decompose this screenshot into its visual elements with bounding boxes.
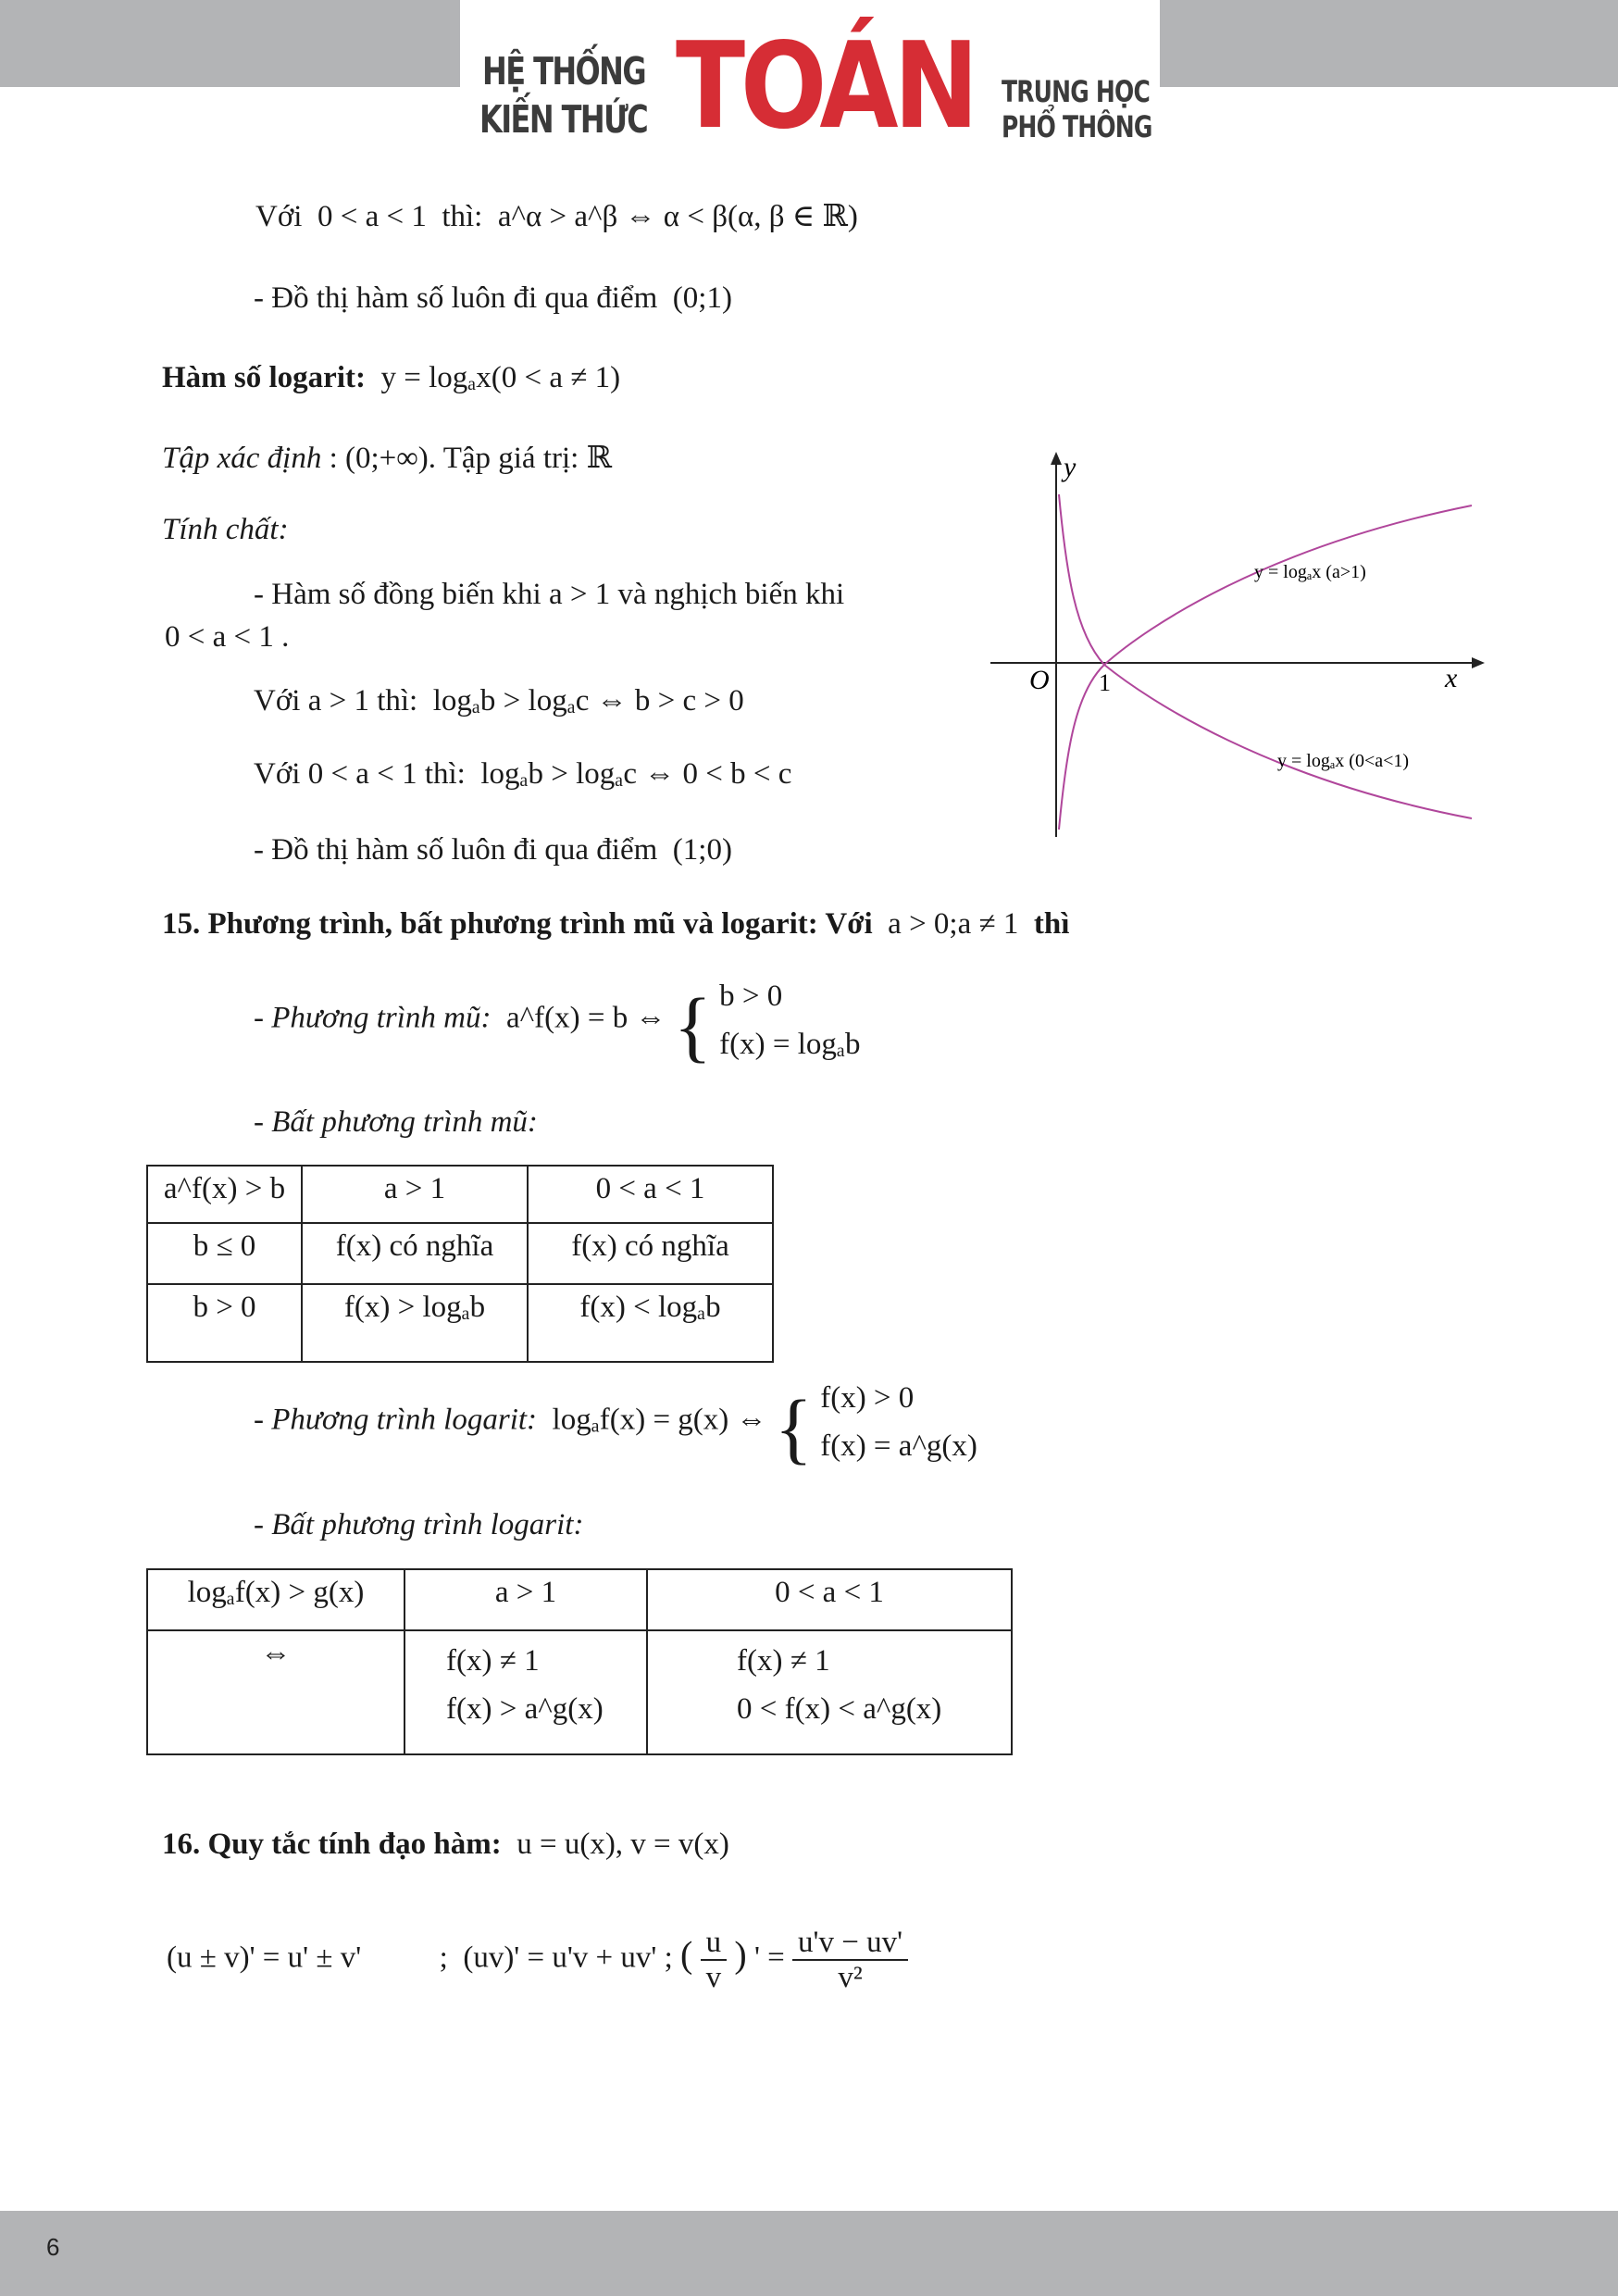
quotient-fraction bbox=[701, 1926, 728, 1994]
log-table-cell: logₐf(x) > g(x) bbox=[147, 1569, 404, 1630]
exp-table-cell: 0 < a < 1 bbox=[528, 1166, 773, 1223]
exp-eq-label: - Phương trình mũ: bbox=[254, 1001, 492, 1035]
exp-ineq-table bbox=[146, 1165, 774, 1363]
x-label: x bbox=[1445, 663, 1458, 693]
brand-line-2: KIẾN THỨC bbox=[479, 97, 648, 142]
brace-glyph: { bbox=[774, 1384, 813, 1473]
log-ineq-table bbox=[146, 1568, 1013, 1755]
header-bar-left bbox=[0, 0, 460, 87]
rule-product: (uv)' = u'v + uv' ; bbox=[463, 1940, 673, 1975]
s16-vars: u = u(x), v = v(x) bbox=[517, 1828, 729, 1861]
log-table-sys-line: f(x) ≠ 1 bbox=[737, 1644, 830, 1678]
domain-label: Tập xác định bbox=[162, 442, 322, 475]
quotient-eq: ' = bbox=[753, 1940, 785, 1975]
rule-separator: ; bbox=[439, 1940, 448, 1975]
page-number: 6 bbox=[46, 2233, 60, 2261]
mono-line-1: - Hàm số đồng biến khi a > 1 và nghịch biến khi bbox=[254, 578, 845, 611]
brand-line-1: HỆ THỐNG bbox=[482, 49, 646, 94]
case1-math: logₐb > logₐc ⇔ b > c > 0 bbox=[432, 684, 744, 718]
quotient-paren: ) bbox=[734, 1933, 747, 1976]
s16-heading-line bbox=[162, 1826, 729, 1863]
exp-eq-sys-1: b > 0 bbox=[719, 980, 783, 1013]
header-bar-right bbox=[1160, 0, 1618, 87]
exp-table-cell: f(x) < logₐb bbox=[528, 1284, 773, 1362]
derivative-rules bbox=[167, 1926, 908, 1994]
log-table-sys-line: 0 < f(x) < a^g(x) bbox=[737, 1692, 942, 1726]
quotient-den: v bbox=[705, 1961, 722, 1994]
log-ineq-label: - Bất phương trình logarit: bbox=[254, 1508, 584, 1541]
brand-right-1: TRUNG HỌC bbox=[1002, 74, 1150, 109]
origin-label: O bbox=[1029, 665, 1050, 695]
range-value: ℝ bbox=[586, 442, 613, 475]
rule-quotient: ( bbox=[680, 1933, 693, 1976]
curve-up-label: y = logₐx (a>1) bbox=[1254, 562, 1366, 582]
log-table-sys-line: f(x) ≠ 1 bbox=[446, 1644, 540, 1678]
one-label: 1 bbox=[1099, 669, 1111, 696]
exp-eq-sys-2: f(x) = logₐb bbox=[719, 1028, 861, 1061]
quotient-rhs-den: v² bbox=[838, 1961, 863, 1994]
s15-heading: 15. Phương trình, bất phương trình mũ và logarit: Với bbox=[162, 907, 873, 941]
quotient-num: u bbox=[701, 1926, 728, 1961]
exp-table-cell: f(x) > logₐb bbox=[302, 1284, 528, 1362]
range-label: Tập giá trị: bbox=[442, 442, 579, 475]
s15-cond: a > 0;a ≠ 1 bbox=[888, 907, 1019, 941]
curve-down-label: y = logₐx (0<a<1) bbox=[1277, 751, 1410, 771]
case1-pre: Với a > 1 thì: bbox=[254, 684, 418, 718]
log-domain-line: Tập xác định : (0;+∞). Tập giá trị: ℝ bbox=[162, 442, 613, 475]
exp-cond: 0 < a < 1 bbox=[317, 200, 427, 233]
log-eq-lhs: logₐf(x) = g(x) ⇔ bbox=[552, 1403, 767, 1437]
y-axis-arrow bbox=[1051, 452, 1062, 465]
exp-ineq-label: - Bất phương trình mũ: bbox=[254, 1105, 538, 1139]
log-eq-line bbox=[254, 1374, 977, 1473]
exp-eq-lhs: a^f(x) = b ⇔ bbox=[506, 1001, 666, 1035]
log-point-line bbox=[254, 831, 732, 868]
log-heading-line bbox=[162, 359, 620, 396]
exp-table-cell: f(x) có nghĩa bbox=[302, 1223, 528, 1284]
exp-table-cell: a > 1 bbox=[302, 1166, 528, 1223]
exp-table-cell: f(x) có nghĩa bbox=[528, 1223, 773, 1284]
log-table-cell bbox=[404, 1630, 647, 1754]
quotient-rhs bbox=[792, 1926, 908, 1994]
mono-line-2: 0 < a < 1 . bbox=[165, 620, 290, 654]
log-table-cell: 0 < a < 1 bbox=[647, 1569, 1012, 1630]
brand-title: TOÁN bbox=[676, 18, 975, 156]
log-graph bbox=[990, 444, 1490, 842]
exp-table-row bbox=[147, 1166, 773, 1223]
curve-decreasing bbox=[1059, 494, 1472, 818]
log-eq-system bbox=[820, 1374, 977, 1470]
log-table-cell: a > 1 bbox=[404, 1569, 647, 1630]
exp-with-word: Với bbox=[255, 200, 303, 233]
y-label: y bbox=[1064, 452, 1077, 482]
exp-eq-system bbox=[719, 972, 860, 1068]
props-label: Tính chất: bbox=[162, 513, 289, 546]
log-table-row bbox=[147, 1569, 1012, 1630]
curve-increasing bbox=[1059, 505, 1472, 830]
exp-case-line bbox=[255, 198, 858, 235]
exp-table-cell: b ≤ 0 bbox=[147, 1223, 302, 1284]
exp-inequality: a^α > a^β ⇔ α < β(α, β ∈ ℝ) bbox=[497, 200, 858, 233]
log-point-value: (1;0) bbox=[672, 833, 732, 867]
footer-bar bbox=[0, 2211, 1618, 2296]
log-formula: y = logₐx(0 < a ≠ 1) bbox=[380, 361, 621, 394]
exp-point-text: - Đồ thị hàm số luôn đi qua điểm bbox=[254, 281, 658, 315]
log-eq-label: - Phương trình logarit: bbox=[254, 1403, 538, 1437]
exp-thi: thì: bbox=[442, 200, 483, 233]
exp-table-row bbox=[147, 1284, 773, 1362]
exp-table-cell: a^f(x) > b bbox=[147, 1166, 302, 1223]
exp-eq-line bbox=[254, 972, 861, 1071]
log-eq-sys-1: f(x) > 0 bbox=[820, 1381, 915, 1415]
log-case-1 bbox=[254, 682, 744, 719]
quotient-rhs-num: u'v − uv' bbox=[792, 1926, 908, 1961]
log-table-row bbox=[147, 1630, 1012, 1754]
exp-table-cell: b > 0 bbox=[147, 1284, 302, 1362]
log-table-cell: ⇔ bbox=[147, 1630, 404, 1754]
case2-pre: Với 0 < a < 1 thì: bbox=[254, 757, 466, 791]
log-eq-sys-2: f(x) = a^g(x) bbox=[820, 1429, 977, 1463]
rule-sum: (u ± v)' = u' ± v' bbox=[167, 1940, 362, 1975]
exp-table-row bbox=[147, 1223, 773, 1284]
brace-glyph: { bbox=[673, 982, 712, 1071]
s15-heading-line bbox=[162, 905, 1069, 942]
log-point-text: - Đồ thị hàm số luôn đi qua điểm bbox=[254, 833, 658, 867]
exp-point-line bbox=[254, 280, 732, 317]
domain-value: (0;+∞) bbox=[345, 442, 429, 475]
log-heading: Hàm số logarit: bbox=[162, 361, 366, 394]
log-table-sys-line: f(x) > a^g(x) bbox=[446, 1692, 604, 1726]
s15-thi: thì bbox=[1033, 907, 1070, 941]
log-table-cell bbox=[647, 1630, 1012, 1754]
brand-right-2: PHỔ THÔNG bbox=[1002, 109, 1152, 144]
s16-heading: 16. Quy tắc tính đạo hàm: bbox=[162, 1828, 502, 1861]
log-case-2 bbox=[254, 755, 791, 792]
x-axis-arrow bbox=[1472, 657, 1485, 668]
exp-point-value: (0;1) bbox=[672, 281, 732, 315]
case2-math: logₐb > logₐc ⇔ 0 < b < c bbox=[480, 757, 792, 791]
